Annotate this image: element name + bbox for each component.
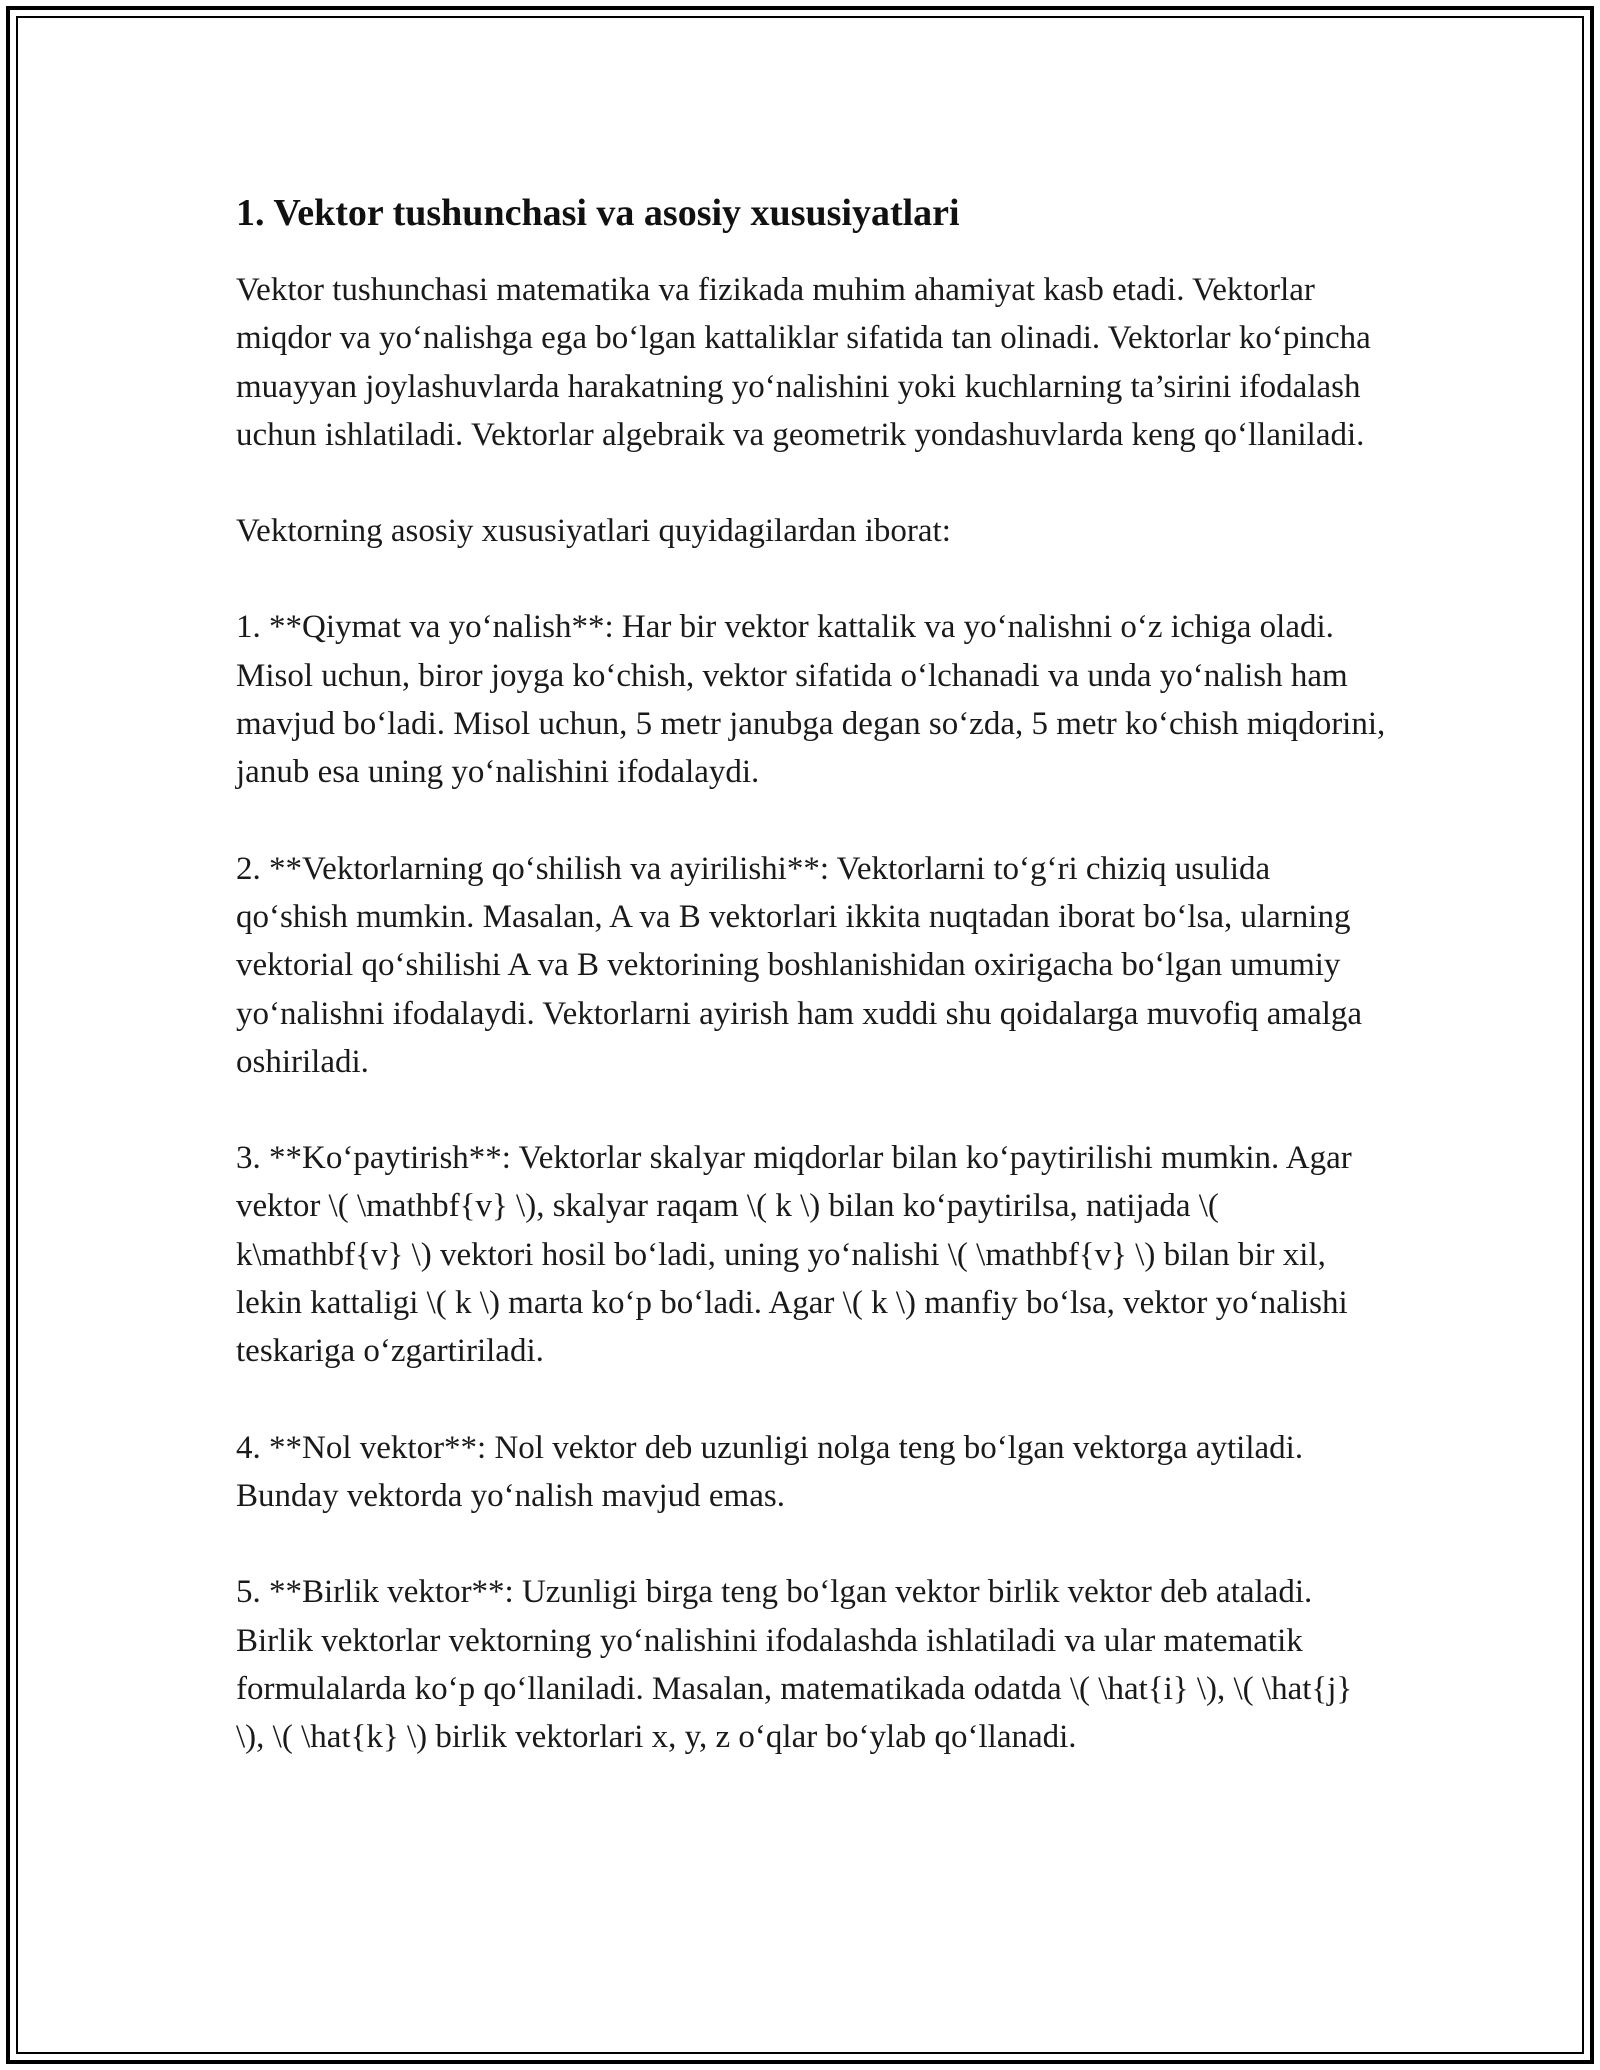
properties-intro: Vektorning asosiy xususiyatlari quyidagilardan iborat: (236, 513, 951, 550)
property-zero-vector: 4. **Nol vektor**: Nol vektor deb uzunligi nolga teng bo‘lgan vektorga aytiladi. Bunday vektorda yo‘nalish mavjud emas. (236, 1429, 1304, 1514)
property-magnitude-direction: 1. **Qiymat va yo‘nalish**: Har bir vektor kattalik va yo‘nalishni o‘z ichiga oladi. Misol uchun, biror joyga ko‘chish, vektor sifatida o‘lchanadi va unda yo‘nalish ham mavjud bo‘ladi. Misol uchun, 5 metr janubga degan so‘zda, 5 metr ko‘chish miqdorini, janub esa uning yo‘nalishini ifodalaydi. (236, 609, 1386, 791)
section-heading: 1. Vektor tushunchasi va asosiy xususiyatlari (236, 192, 960, 234)
intro-paragraph: Vektor tushunchasi matematika va fizikada muhim ahamiyat kasb etadi. Vektorlar miqdor va yo‘nalishga ega bo‘lgan kattaliklar sifatida tan olinadi. Vektorlar ko‘pincha muayyan joylashuvlarda harakatning yo‘nalishini yoki kuchlarning ta’sirini ifodalash uchun ishlatiladi. Vektorlar algebraik va geometrik yondashuvlarda keng qo‘llaniladi. (236, 272, 1371, 453)
property-addition-subtraction: 2. **Vektorlarning qo‘shilish va ayirilishi**: Vektorlarni to‘g‘ri chiziq usulida qo‘shish mumkin. Masalan, A va B vektorlari ikkita nuqtadan iborat bo‘lsa, ularning vektorial qo‘shilishi A va B vektorining boshlanishidan oxirigacha bo‘lgan umumiy yo‘nalishni ifodalaydi. Vektorlarni ayirish ham xuddi shu qoidalarga muvofiq amalga oshiriladi. (236, 850, 1363, 1080)
property-scalar-multiplication: 3. **Ko‘paytirish**: Vektorlar skalyar miqdorlar bilan ko‘paytirilishi mumkin. Agar vektor \( \mathbf{v} \), skalyar raqam \( k \) bilan ko‘paytirilsa, natijada \( k\mathbf{v} \) vektori hosil bo‘ladi, uning yo‘nalishi \( \mathbf{v} \) bilan bir xil, lekin kattaligi \( k \) marta ko‘p bo‘ladi. Agar \( k \) manfiy bo‘lsa, vektor yo‘nalishi teskariga o‘zgartiriladi. (236, 1140, 1352, 1370)
document-body (236, 190, 1386, 1809)
property-unit-vector: 5. **Birlik vektor**: Uzunligi birga teng bo‘lgan vektor birlik vektor deb ataladi. Birlik vektorlar vektorning yo‘nalishini ifodalashda ishlatiladi va ular matematik formulalarda ko‘p qo‘llaniladi. Masalan, matematikada odatda \( \hat{i} \), \( \hat{j} \), \( \hat{k} \) birlik vektorlari x, y, z o‘qlar bo‘ylab qo‘llanadi. (236, 1574, 1353, 1756)
